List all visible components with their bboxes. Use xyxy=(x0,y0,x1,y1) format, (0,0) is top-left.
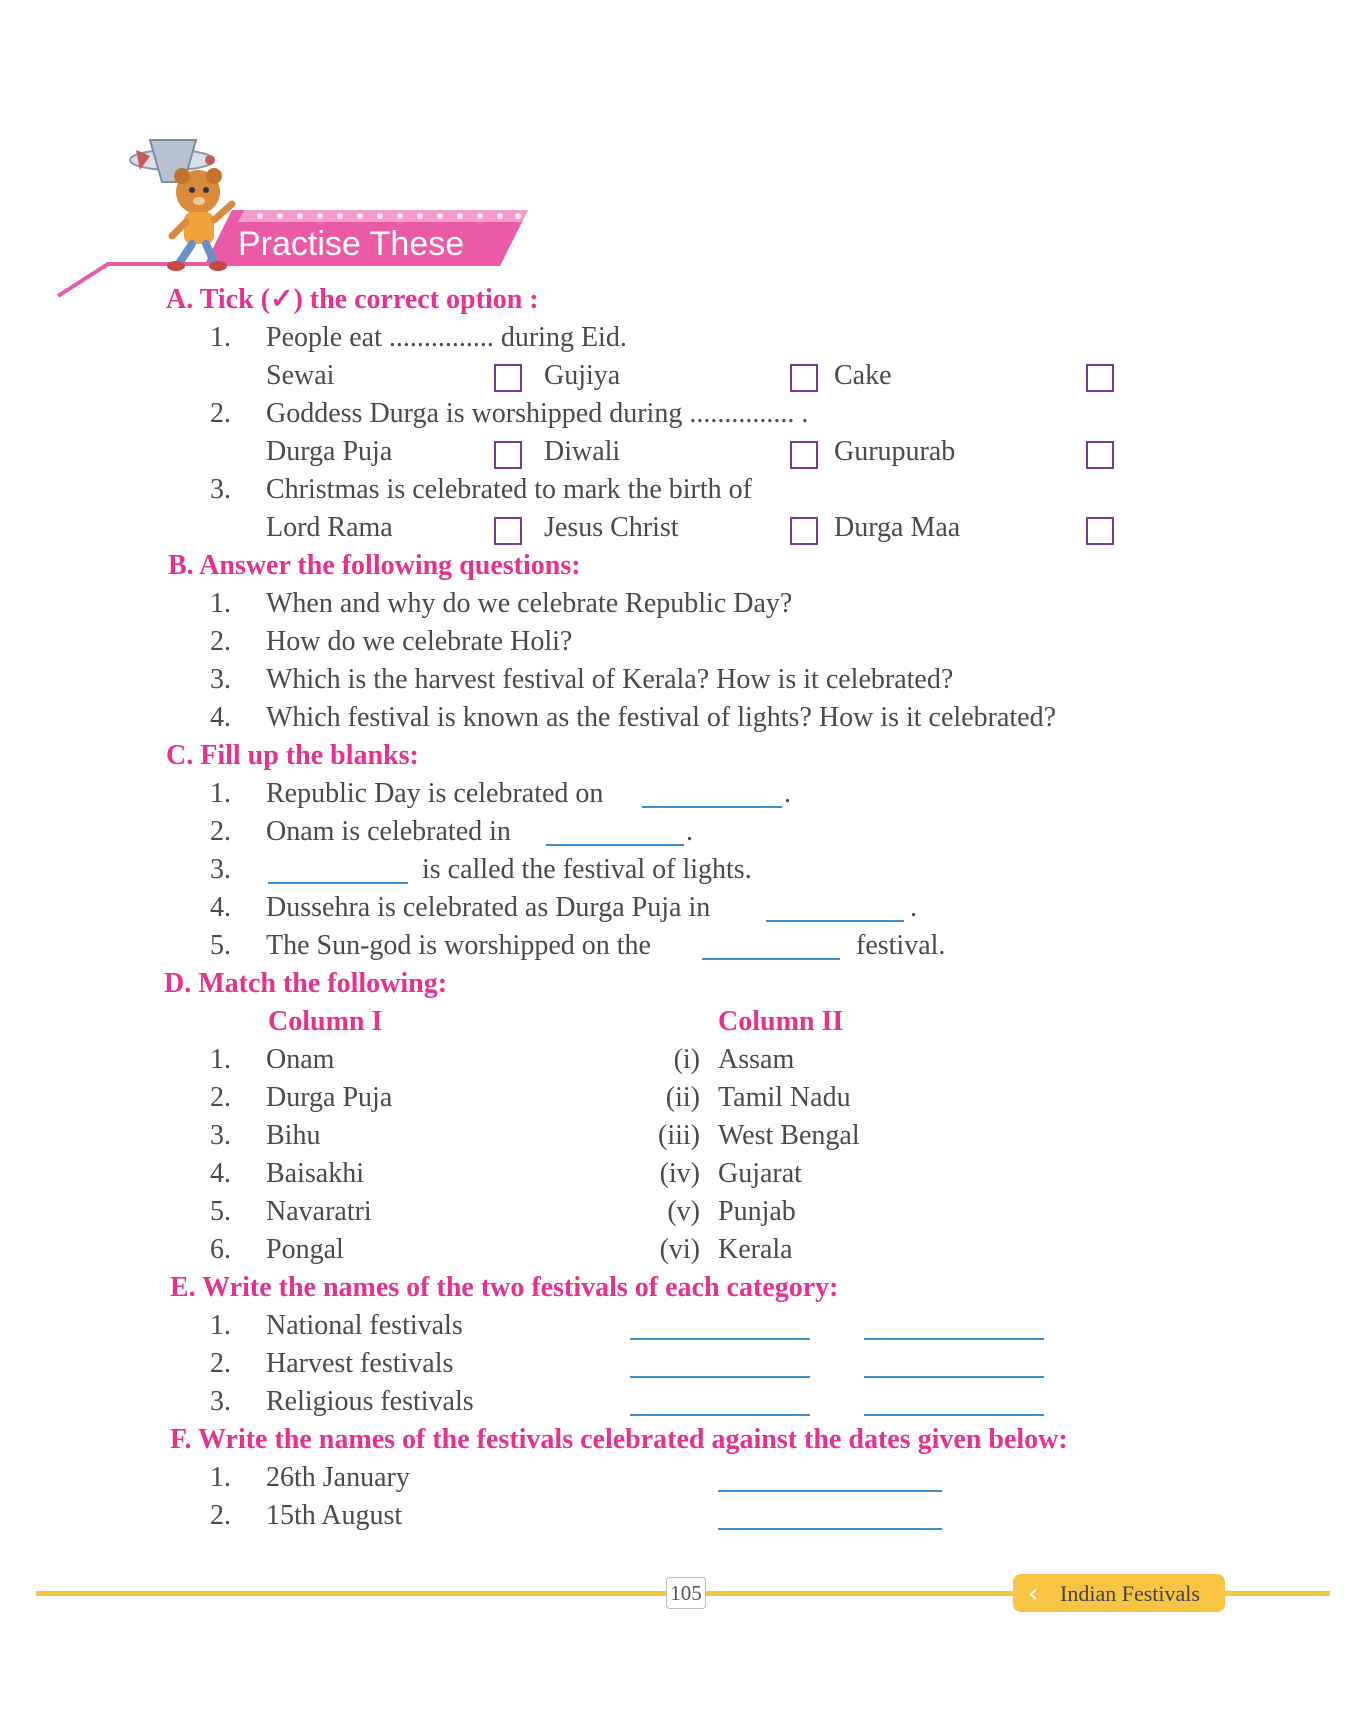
column-i-item: Pongal xyxy=(266,1234,344,1265)
question-text: Christmas is celebrated to mark the birth of xyxy=(266,474,752,505)
option-label: Gurupurab xyxy=(834,436,956,467)
option-checkbox[interactable] xyxy=(494,441,522,469)
question-text: Goddess Durga is worshipped during ............... . xyxy=(266,398,809,429)
option-checkbox[interactable] xyxy=(494,364,522,392)
question-text: People eat ............... during Eid. xyxy=(266,322,627,353)
roman-numeral: (iii) xyxy=(658,1120,700,1151)
question-number: 1. xyxy=(210,322,231,353)
question-number: 3. xyxy=(210,1386,231,1417)
question-text: How do we celebrate Holi? xyxy=(266,626,573,657)
question-number: 5. xyxy=(210,930,231,961)
category-label: Harvest festivals xyxy=(266,1348,454,1379)
banner-title: Practise These xyxy=(238,225,465,263)
answer-blank[interactable] xyxy=(630,1376,810,1378)
answer-blank[interactable] xyxy=(546,844,684,846)
row-number: 2. xyxy=(210,1082,231,1113)
row-number: 5. xyxy=(210,1196,231,1227)
column-i-item: Navaratri xyxy=(266,1196,372,1227)
section-e-heading: E. Write the names of the two festivals of each category: xyxy=(170,1272,839,1303)
row-number: 1. xyxy=(210,1044,231,1075)
question-text: Which is the harvest festival of Kerala? How is it celebrated? xyxy=(266,664,954,695)
section-a-heading: A. Tick (✓) the correct option : xyxy=(166,284,539,315)
question-number: 1. xyxy=(210,1462,231,1493)
column-ii-item: Gujarat xyxy=(718,1158,802,1189)
column-ii-header: Column II xyxy=(718,1006,844,1037)
option-checkbox[interactable] xyxy=(790,517,818,545)
page-number: 105 xyxy=(666,1577,706,1609)
column-ii-item: West Bengal xyxy=(718,1120,860,1151)
row-number: 6. xyxy=(210,1234,231,1265)
answer-blank[interactable] xyxy=(718,1528,942,1530)
question-number: 4. xyxy=(210,702,231,733)
answer-blank[interactable] xyxy=(630,1414,810,1416)
question-number: 2. xyxy=(210,398,231,429)
option-label: Cake xyxy=(834,360,892,391)
section-d-heading: D. Match the following: xyxy=(164,968,448,999)
blank-suffix: is called the festival of lights. xyxy=(422,854,752,885)
question-number: 1. xyxy=(210,1310,231,1341)
chevron-left-icon: ‹ xyxy=(1028,1579,1039,1609)
blank-suffix: . xyxy=(784,778,791,809)
option-label: Gujiya xyxy=(544,360,621,391)
option-label: Jesus Christ xyxy=(544,512,679,543)
answer-blank[interactable] xyxy=(864,1376,1044,1378)
option-checkbox[interactable] xyxy=(494,517,522,545)
blank-prefix: Republic Day is celebrated on xyxy=(266,778,604,809)
option-checkbox[interactable] xyxy=(1086,364,1114,392)
option-checkbox[interactable] xyxy=(790,364,818,392)
answer-blank[interactable] xyxy=(766,920,904,922)
option-label: Sewai xyxy=(266,360,335,391)
footer-line-left xyxy=(36,1591,666,1596)
roman-numeral: (v) xyxy=(667,1196,700,1227)
section-f-heading: F. Write the names of the festivals celebrated against the dates given below: xyxy=(170,1424,1068,1455)
question-number: 1. xyxy=(210,778,231,809)
question-number: 4. xyxy=(210,892,231,923)
question-number: 2. xyxy=(210,626,231,657)
column-i-item: Bihu xyxy=(266,1120,321,1151)
question-number: 3. xyxy=(210,474,231,505)
option-label: Lord Rama xyxy=(266,512,393,543)
question-number: 1. xyxy=(210,588,231,619)
section-b-heading: B. Answer the following questions: xyxy=(168,550,581,581)
roman-numeral: (vi) xyxy=(659,1234,700,1265)
blank-suffix: festival. xyxy=(856,930,946,961)
question-number: 2. xyxy=(210,816,231,847)
option-label: Durga Puja xyxy=(266,436,393,467)
question-number: 3. xyxy=(210,854,231,885)
blank-suffix: . xyxy=(686,816,693,847)
row-number: 4. xyxy=(210,1158,231,1189)
option-label: Diwali xyxy=(544,436,621,467)
answer-blank[interactable] xyxy=(630,1338,810,1340)
category-label: National festivals xyxy=(266,1310,463,1341)
option-label: Durga Maa xyxy=(834,512,961,543)
question-number: 2. xyxy=(210,1500,231,1531)
column-ii-item: Punjab xyxy=(718,1196,796,1227)
column-i-item: Baisakhi xyxy=(266,1158,364,1189)
column-ii-item: Assam xyxy=(718,1044,795,1075)
chapter-title: Indian Festivals xyxy=(1060,1581,1200,1606)
answer-blank[interactable] xyxy=(718,1490,942,1492)
roman-numeral: (ii) xyxy=(665,1082,700,1113)
column-i-header: Column I xyxy=(268,1006,383,1037)
blank-prefix: The Sun-god is worshipped on the xyxy=(266,930,651,961)
option-checkbox[interactable] xyxy=(790,441,818,469)
option-checkbox[interactable] xyxy=(1086,441,1114,469)
date-label: 26th January xyxy=(266,1462,410,1493)
question-number: 3. xyxy=(210,664,231,695)
column-ii-item: Kerala xyxy=(718,1234,793,1265)
column-i-item: Durga Puja xyxy=(266,1082,393,1113)
question-text: Which festival is known as the festival of lights? How is it celebrated? xyxy=(266,702,1057,733)
category-label: Religious festivals xyxy=(266,1386,474,1417)
answer-blank[interactable] xyxy=(268,882,408,884)
section-c-heading: C. Fill up the blanks: xyxy=(166,740,419,771)
answer-blank[interactable] xyxy=(864,1414,1044,1416)
row-number: 3. xyxy=(210,1120,231,1151)
blank-prefix: Dussehra is celebrated as Durga Puja in xyxy=(266,892,711,923)
answer-blank[interactable] xyxy=(702,958,840,960)
answer-blank[interactable] xyxy=(642,806,782,808)
roman-numeral: (iv) xyxy=(659,1158,700,1189)
question-number: 2. xyxy=(210,1348,231,1379)
answer-blank[interactable] xyxy=(864,1338,1044,1340)
question-text: When and why do we celebrate Republic Day? xyxy=(266,588,793,619)
blank-suffix: . xyxy=(910,892,917,923)
date-label: 15th August xyxy=(266,1500,403,1531)
roman-numeral: (i) xyxy=(673,1044,700,1075)
option-checkbox[interactable] xyxy=(1086,517,1114,545)
blank-prefix: Onam is celebrated in xyxy=(266,816,511,847)
column-ii-item: Tamil Nadu xyxy=(718,1082,851,1113)
column-i-item: Onam xyxy=(266,1044,335,1075)
